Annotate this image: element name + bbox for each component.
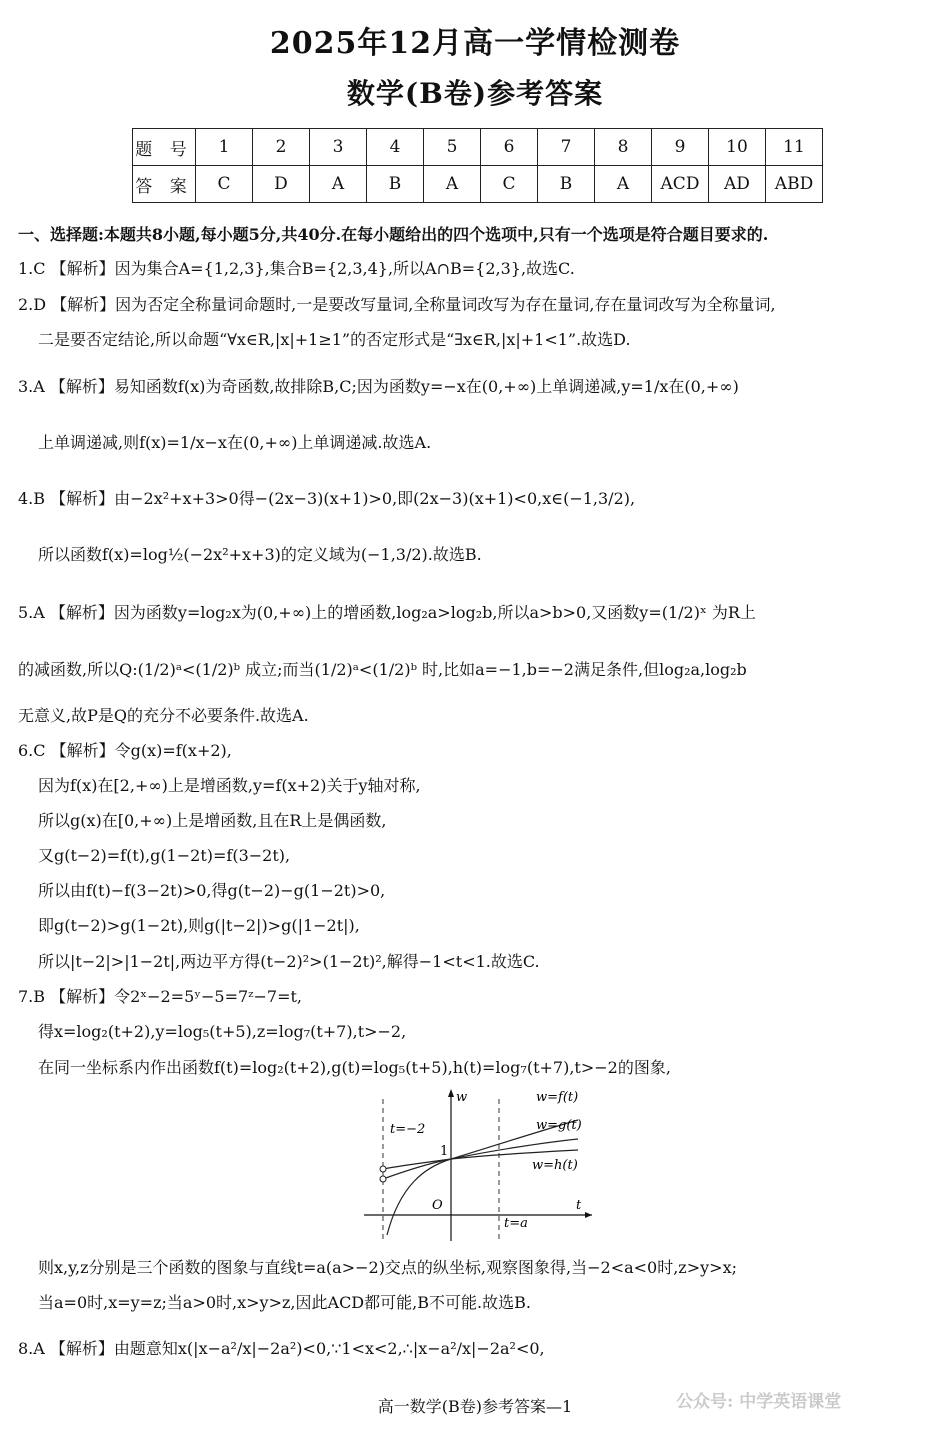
answer-line: 所以|t−2|>|1−2t|,两边平方得(t−2)²>(1−2t)²,解得−1<t<1.故选C. <box>38 952 540 971</box>
section-heading: 一、选择题:本题共8小题,每小题5分,共40分.在每小题给出的四个选项中,只有一个选项是符合题目要求的. <box>18 225 769 244</box>
label-h: w=h(t) <box>532 1158 578 1173</box>
table-cell: 5 <box>424 129 481 166</box>
table-row-answers <box>133 166 823 203</box>
answer-line: 所以g(x)在[0,+∞)上是增函数,且在R上是偶函数, <box>38 811 387 830</box>
table-cell: ACD <box>652 166 709 203</box>
open-point-h <box>380 1166 386 1172</box>
table-cell: C <box>196 166 253 203</box>
table-cell: A <box>595 166 652 203</box>
t-axis-arrow <box>585 1212 592 1218</box>
answer-line: 即g(t−2)>g(1−2t),则g(|t−2|)>g(|1−2t|), <box>38 916 360 935</box>
row-label: 答 案 <box>133 166 196 203</box>
row-label: 题 号 <box>133 129 196 166</box>
answer-line: 6.C 【解析】令g(x)=f(x+2), <box>18 741 232 760</box>
label-origin: O <box>432 1198 443 1213</box>
answer-line: 上单调递减,则f(x)=1/x−x在(0,+∞)上单调递减.故选A. <box>38 433 432 452</box>
label-one: 1 <box>440 1144 449 1159</box>
label-f: w=f(t) <box>536 1090 579 1105</box>
answer-line: 2.D 【解析】因为否定全称量词命题时,一是要改写量词,全称量词改写为存在量词,存在量词改写为全称量词, <box>18 295 776 314</box>
answer-line: 4.B 【解析】由−2x²+x+3>0得−(2x−3)(x+1)>0,即(2x−3)(x+1)<0,x∈(−1,3/2), <box>18 489 636 508</box>
table-cell: 7 <box>538 129 595 166</box>
table-cell: 9 <box>652 129 709 166</box>
table-cell: 8 <box>595 129 652 166</box>
page-subtitle: 数学(B卷)参考答案 <box>346 77 604 110</box>
answer-line: 二是要否定结论,所以命题“∀x∈R,|x|+1≥1”的否定形式是“∃x∈R,|x|+1<1”.故选D. <box>38 330 631 349</box>
table-cell: 4 <box>367 129 424 166</box>
axis-label-t: t <box>576 1198 582 1213</box>
table-cell: B <box>367 166 424 203</box>
answer-line: 3.A 【解析】易知函数f(x)为奇函数,故排除B,C;因为函数y=−x在(0,+∞)上单调递减,y=1/x在(0,+∞) <box>18 377 739 396</box>
table-cell: 6 <box>481 129 538 166</box>
table-cell: D <box>253 166 310 203</box>
answer-line: 的减函数,所以Q:(1/2)ᵃ<(1/2)ᵇ 成立;而当(1/2)ᵃ<(1/2)ᵇ 时,比如a=−1,b=−2满足条件,但log₂a,log₂b <box>18 660 747 679</box>
answer-line: 1.C 【解析】因为集合A={1,2,3},集合B={2,3,4},所以A∩B={2,3},故选C. <box>18 259 575 278</box>
answer-line: 又g(t−2)=f(t),g(1−2t)=f(3−2t), <box>38 846 291 865</box>
answer-line: 则x,y,z分别是三个函数的图象与直线t=a(a>−2)交点的纵坐标,观察图象得,当−2<a<0时,z>y>x; <box>38 1258 738 1277</box>
table-cell: C <box>481 166 538 203</box>
table-cell: A <box>310 166 367 203</box>
table-cell: 3 <box>310 129 367 166</box>
page-title: 2025年12月高一学情检测卷 <box>269 26 681 61</box>
answer-line: 因为f(x)在[2,+∞)上是增函数,y=f(x+2)关于y轴对称, <box>38 776 421 795</box>
page-footer: 高一数学(B卷)参考答案—1 <box>377 1397 573 1416</box>
open-point-g <box>380 1176 386 1182</box>
answer-table <box>132 128 823 203</box>
table-cell: A <box>424 166 481 203</box>
table-cell: 11 <box>766 129 823 166</box>
answer-line: 得x=log₂(t+2),y=log₅(t+5),z=log₇(t+7),t>−2, <box>38 1022 407 1041</box>
curve-f <box>387 1120 578 1235</box>
answer-line: 当a=0时,x=y=z;当a>0时,x>y>z,因此ACD都可能,B不可能.故选B. <box>38 1293 531 1312</box>
axis-label-w: w <box>456 1090 468 1105</box>
label-g: w=g(t) <box>536 1118 582 1133</box>
table-cell: ABD <box>766 166 823 203</box>
table-cell: 1 <box>196 129 253 166</box>
answer-line: 5.A 【解析】因为函数y=log₂x为(0,+∞)上的增函数,log₂a>log₂b,所以a>b>0,又函数y=(1/2)ˣ 为R上 <box>18 603 756 622</box>
table-cell: B <box>538 166 595 203</box>
table-cell: AD <box>709 166 766 203</box>
table-cell: 10 <box>709 129 766 166</box>
function-graph <box>360 1085 600 1243</box>
answer-line: 在同一坐标系内作出函数f(t)=log₂(t+2),g(t)=log₅(t+5),h(t)=log₇(t+7),t>−2的图象, <box>38 1058 671 1077</box>
table-cell: 2 <box>253 129 310 166</box>
label-t-a: t=a <box>504 1216 528 1231</box>
table-row-numbers <box>133 129 823 166</box>
w-axis-arrow <box>448 1089 454 1097</box>
label-t-minus-2: t=−2 <box>390 1122 426 1137</box>
watermark: 公众号: 中学英语课堂 <box>676 1392 842 1412</box>
answer-line: 所以由f(t)−f(3−2t)>0,得g(t−2)−g(1−2t)>0, <box>38 881 386 900</box>
answer-line: 7.B 【解析】令2ˣ−2=5ʸ−5=7ᶻ−7=t, <box>18 987 302 1006</box>
answer-line: 8.A 【解析】由题意知x(|x−a²/x|−2a²)<0,∵1<x<2,∴|x−a²/x|−2a²<0, <box>18 1339 545 1358</box>
answer-line: 无意义,故P是Q的充分不必要条件.故选A. <box>18 706 309 725</box>
answer-line: 所以函数f(x)=log½(−2x²+x+3)的定义域为(−1,3/2).故选B. <box>38 545 482 564</box>
